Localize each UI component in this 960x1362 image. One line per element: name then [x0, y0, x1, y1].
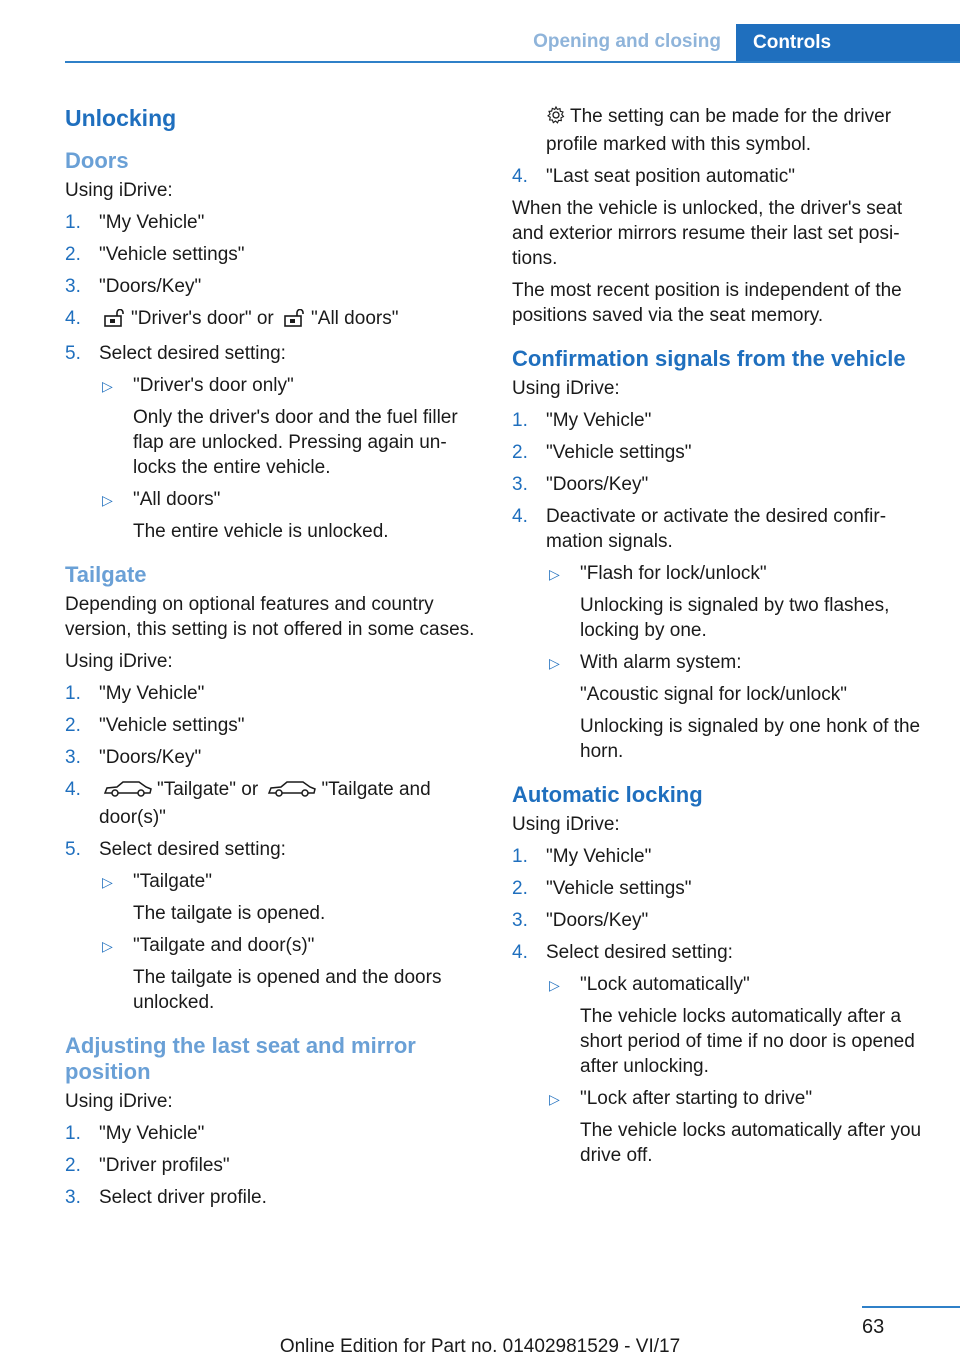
confirm-section — [512, 346, 934, 764]
doors-intro: Using iDrive: — [65, 180, 173, 201]
tailgate-steps — [65, 681, 485, 1015]
option-item: ▷ "Flash for lock/unlock" Unlocking is signaled by two flashes, locking by one. — [549, 563, 890, 641]
list-item: 3. "Doors/Key" — [512, 474, 649, 495]
footer-rule — [862, 1306, 960, 1308]
option-item: ▷ "All doors" The entire vehicle is unlocked. — [102, 489, 389, 542]
list-item: 1. "My Vehicle" — [65, 1123, 205, 1144]
doors-options — [99, 373, 485, 544]
seat-paragraph-1: When the vehicle is unlocked, the driver's seat and exterior mirrors resume their last set posi-tions. — [512, 198, 903, 269]
tailgate-section — [65, 562, 485, 1015]
list-item: 1. "My Vehicle" — [65, 212, 205, 233]
list-item: 5. Select desired setting: ▷ "Tailgate" The tailgate is opened. ▷ "Tailgate and door(s)" The tailgate is opened and the doors unlocked. — [65, 837, 485, 1015]
option-item: ▷ With alarm system: "Acoustic signal for lock/unlock" Unlocking is signaled by one honk of the horn. — [549, 652, 921, 762]
autolock-options — [546, 972, 934, 1168]
car-tailgate-icon — [103, 778, 153, 805]
option-item: ▷ "Lock after starting to drive" The vehicle locks automatically after you drive off. — [549, 1088, 922, 1166]
list-item: 4. "Tailgate" or "Tailgate and door(s)" — [65, 779, 431, 828]
bullet-triangle-icon: ▷ — [102, 938, 113, 954]
confirm-heading: Confirmation signals from the vehicle — [512, 346, 906, 371]
left-column — [65, 100, 485, 1217]
seat-paragraph-2: The most recent position is independent of the positions saved via the seat memory. — [512, 280, 902, 326]
list-item: 2. "Vehicle settings" — [65, 244, 245, 265]
doors-heading: Doors — [65, 148, 129, 173]
header-chapter-tab: Controls — [736, 24, 960, 61]
page-number: 63 — [862, 1316, 885, 1338]
list-item: 3. "Doors/Key" — [65, 276, 202, 297]
option-item: ▷ "Tailgate" The tailgate is opened. — [102, 871, 326, 924]
seat-intro: Using iDrive: — [65, 1091, 173, 1112]
list-item: 2. "Vehicle settings" — [512, 878, 692, 899]
header-section-title: Opening and closing — [533, 31, 721, 52]
unlocking-heading: Unlocking — [65, 105, 177, 131]
confirm-options — [546, 561, 934, 764]
bullet-triangle-icon: ▷ — [549, 566, 560, 582]
list-item: 2. "Driver profiles" — [65, 1155, 230, 1176]
list-item: 3. "Doors/Key" — [512, 910, 649, 931]
seat-steps — [65, 1121, 485, 1210]
list-item: 5. Select desired setting: ▷ "Driver's door only" Only the driver's door and the fuel filler flap are unlocked. Pressing again un-locks the entire vehicle. ▷ "All doors" The entire vehicle is unlocked. — [65, 341, 485, 544]
autolock-section — [512, 782, 934, 1168]
bullet-triangle-icon: ▷ — [549, 655, 560, 671]
option-item: ▷ "Driver's door only" Only the driver's door and the fuel filler flap are unlocked. Pressing again un-locks the entire vehicle. — [102, 375, 458, 478]
bullet-triangle-icon: ▷ — [549, 1091, 560, 1107]
edition-footer: Online Edition for Part no. 01402981529 - VI/17 — [279, 1336, 681, 1357]
bullet-triangle-icon: ▷ — [102, 378, 113, 394]
right-column — [512, 100, 934, 1175]
bullet-triangle-icon: ▷ — [549, 977, 560, 993]
all-doors-unlock-icon — [283, 309, 307, 334]
driver-profile-gear-icon — [546, 105, 566, 132]
list-item: 1. "My Vehicle" — [65, 683, 205, 704]
page-header — [0, 24, 960, 62]
bullet-triangle-icon: ▷ — [102, 874, 113, 890]
list-item: 4. "Last seat position automatic" — [512, 166, 796, 187]
list-item: 3. "Doors/Key" — [65, 747, 202, 768]
autolock-heading: Automatic locking — [512, 782, 703, 807]
list-item: 4. "Driver's door" or "All doors" — [65, 306, 485, 334]
option-item: ▷ "Tailgate and door(s)" The tailgate is opened and the doors unlocked. — [102, 935, 442, 1013]
option-item: ▷ "Lock automatically" The vehicle locks automatically after a short period of time if no door is opened after unlocking. — [549, 974, 915, 1077]
list-item: 4. Select desired setting: ▷ "Lock automatically" The vehicle locks automatically after a short period of time if no door is opened after unlocking. ▷ "Lock after starting to drive" The vehicle locks automatically after you drive off. — [512, 940, 934, 1168]
list-item: 2. "Vehicle settings" — [65, 715, 245, 736]
seat-heading: Adjusting the last seat and mirror position — [65, 1033, 416, 1084]
tailgate-intro: Using iDrive: — [65, 651, 173, 672]
confirm-intro: Using iDrive: — [512, 378, 620, 399]
list-item: 2. "Vehicle settings" — [512, 442, 692, 463]
bullet-triangle-icon: ▷ — [102, 492, 113, 508]
tailgate-note: Depending on optional features and country version, this setting is not offered in some cases. — [65, 594, 475, 640]
door-unlock-icon — [103, 309, 127, 334]
list-item: 3. Select driver profile. — [65, 1187, 267, 1208]
tailgate-options — [99, 869, 485, 1015]
list-item: 1. "My Vehicle" — [512, 846, 652, 867]
autolock-steps — [512, 844, 934, 1168]
header-rule — [65, 61, 960, 63]
car-tailgate-doors-icon — [267, 778, 317, 805]
confirm-steps — [512, 408, 934, 764]
seat-steps-continued — [512, 164, 934, 189]
seat-section — [65, 1033, 485, 1210]
autolock-intro: Using iDrive: — [512, 814, 620, 835]
list-item: 4. Deactivate or activate the desired confir-mation signals. ▷ "Flash for lock/unlock" Unlocking is signaled by two flashes, locking by one. ▷ With alarm system: "Acoustic signal for lock/unlock" Unlocking is signaled by one honk of the horn. — [512, 504, 934, 764]
list-item: 1. "My Vehicle" — [512, 410, 652, 431]
profile-note: The setting can be made for the driver profile marked with this symbol. — [546, 106, 892, 155]
tailgate-heading: Tailgate — [65, 562, 147, 587]
doors-steps — [65, 210, 485, 544]
